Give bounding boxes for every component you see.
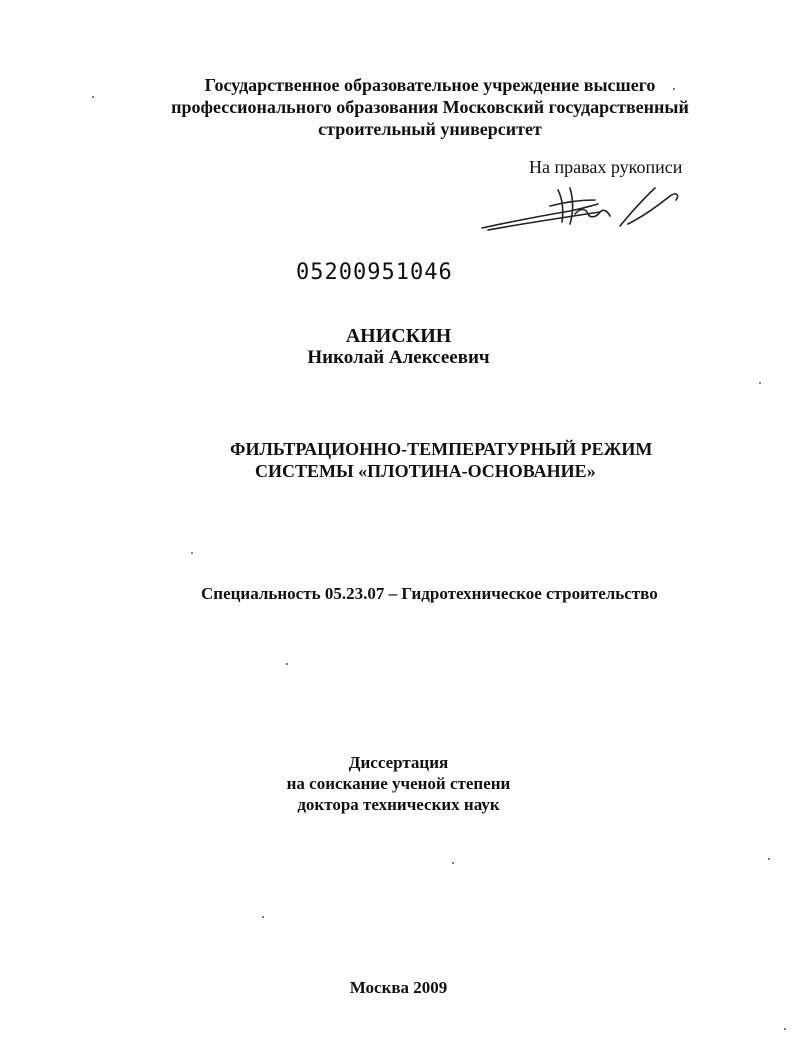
- dissertation-line-1: Диссертация: [348, 753, 449, 772]
- dissertation-line-3: доктора технических наук: [297, 795, 500, 814]
- signature-icon: [470, 178, 690, 238]
- manuscript-note: На правах рукописи: [529, 157, 683, 177]
- scan-speck: [92, 96, 94, 98]
- institution-line-3: строительный университет: [318, 119, 542, 139]
- scan-speck: [768, 858, 770, 860]
- institution-line-2: профессионального образования Московский государственный: [171, 97, 689, 117]
- scan-speck: [784, 1028, 786, 1030]
- scan-speck: [759, 382, 761, 384]
- scan-speck: [452, 862, 454, 864]
- specialty: Специальность 05.23.07 – Гидротехническое строительство: [201, 584, 658, 603]
- thesis-title-line-2: СИСТЕМЫ «ПЛОТИНА-ОСНОВАНИЕ»: [255, 461, 596, 481]
- dissertation-block: [0, 752, 797, 815]
- scan-speck: [286, 663, 288, 665]
- institution-header: [100, 74, 760, 140]
- scan-speck: [262, 916, 264, 918]
- scan-speck: [673, 88, 675, 90]
- author-surname: АНИСКИН: [345, 325, 452, 347]
- dissertation-line-2: на соискание ученой степени: [286, 774, 511, 793]
- city-year: Москва 2009: [349, 978, 448, 997]
- thesis-title-line-1: ФИЛЬТРАЦИОННО-ТЕМПЕРАТУРНЫЙ РЕЖИМ: [230, 439, 653, 459]
- institution-line-1: Государственное образовательное учреждение высшего: [204, 75, 656, 95]
- author-name: Николай Алексеевич: [307, 347, 490, 368]
- scan-speck: [191, 552, 193, 554]
- document-number: 05200951046: [296, 260, 453, 285]
